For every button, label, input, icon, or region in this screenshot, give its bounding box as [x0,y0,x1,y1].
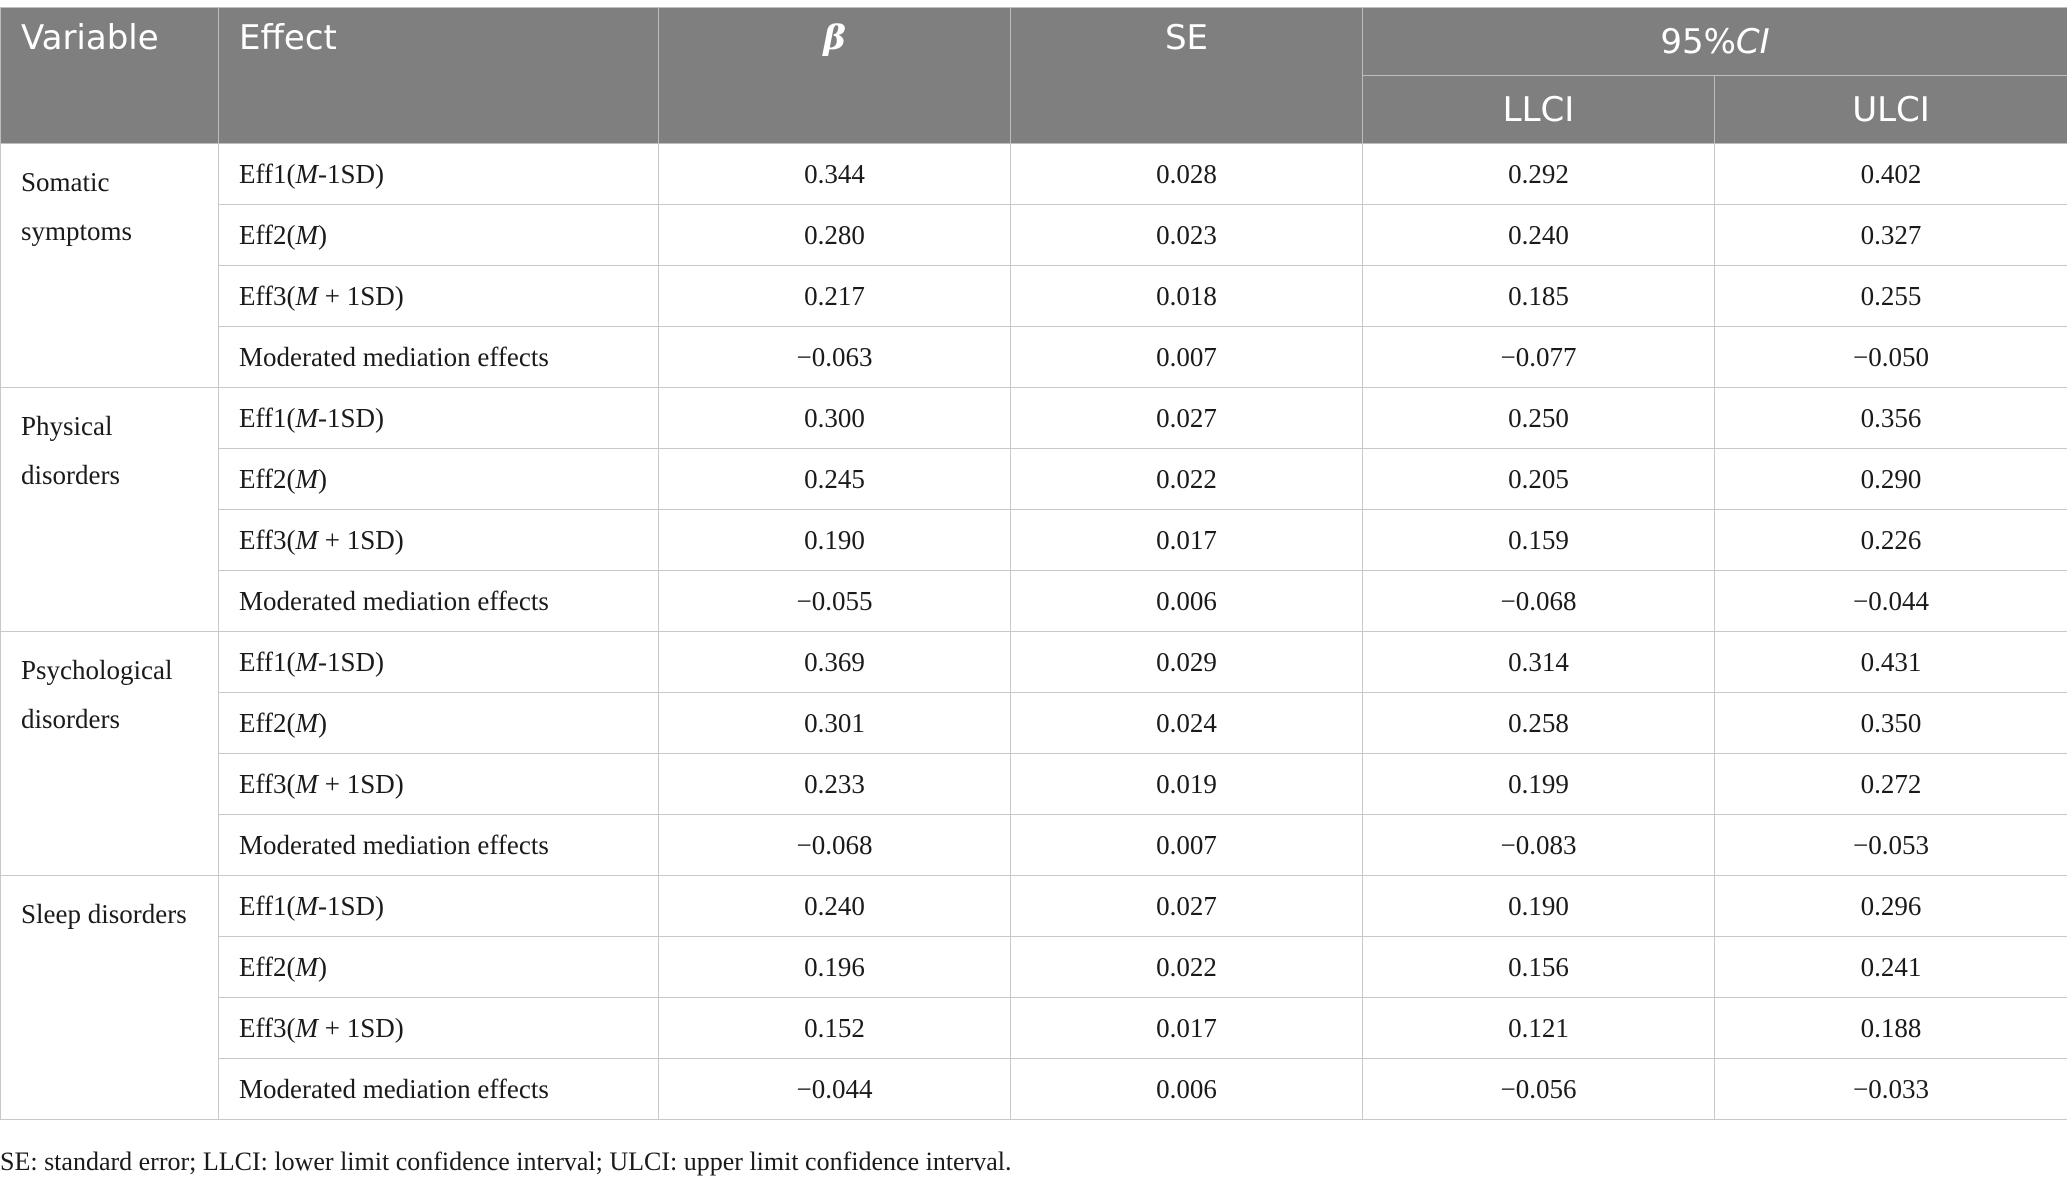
effect-cell: Eff1(M-1SD) [219,876,659,937]
table-row [1,1059,2067,1120]
se-cell: 0.018 [1011,266,1363,327]
beta-cell: 0.240 [659,876,1011,937]
se-cell: 0.024 [1011,693,1363,754]
table-row [1,998,2067,1059]
effect-cell: Moderated mediation effects [219,1059,659,1120]
llci-cell: 0.258 [1363,693,1715,754]
se-cell: 0.006 [1011,1059,1363,1120]
variable-cell: Somatic symptoms [1,144,219,388]
beta-cell: 0.196 [659,937,1011,998]
effect-cell: Eff2(M) [219,937,659,998]
beta-cell: 0.300 [659,388,1011,449]
llci-cell: 0.190 [1363,876,1715,937]
header-se: SE [1011,8,1363,144]
se-cell: 0.019 [1011,754,1363,815]
ulci-cell: 0.272 [1715,754,2067,815]
se-cell: 0.028 [1011,144,1363,205]
variable-cell: Physical disorders [1,388,219,632]
beta-cell: 0.245 [659,449,1011,510]
ulci-cell: −0.033 [1715,1059,2067,1120]
effect-cell: Eff3(M + 1SD) [219,266,659,327]
effect-cell: Eff2(M) [219,449,659,510]
ulci-cell: −0.050 [1715,327,2067,388]
llci-cell: −0.083 [1363,815,1715,876]
table-row [1,632,2067,693]
ulci-cell: 0.188 [1715,998,2067,1059]
se-cell: 0.007 [1011,815,1363,876]
variable-cell: Sleep disorders [1,876,219,1120]
variable-cell: Psychological disorders [1,632,219,876]
llci-cell: 0.314 [1363,632,1715,693]
beta-cell: 0.233 [659,754,1011,815]
table-row [1,510,2067,571]
header-row-1 [1,8,2067,76]
effect-cell: Eff3(M + 1SD) [219,510,659,571]
table-row [1,266,2067,327]
se-cell: 0.022 [1011,937,1363,998]
se-cell: 0.029 [1011,632,1363,693]
table-row [1,449,2067,510]
beta-cell: −0.063 [659,327,1011,388]
se-cell: 0.023 [1011,205,1363,266]
ulci-cell: 0.327 [1715,205,2067,266]
ulci-cell: 0.226 [1715,510,2067,571]
beta-cell: 0.217 [659,266,1011,327]
llci-cell: −0.068 [1363,571,1715,632]
se-cell: 0.007 [1011,327,1363,388]
table-row [1,388,2067,449]
table-header [1,8,2067,144]
llci-cell: 0.205 [1363,449,1715,510]
llci-cell: −0.056 [1363,1059,1715,1120]
beta-cell: 0.280 [659,205,1011,266]
beta-cell: −0.055 [659,571,1011,632]
llci-cell: 0.199 [1363,754,1715,815]
header-ci-suffix: CI [1735,21,1770,62]
header-effect: Effect [219,8,659,144]
se-cell: 0.022 [1011,449,1363,510]
ulci-cell: 0.431 [1715,632,2067,693]
effect-cell: Eff2(M) [219,205,659,266]
llci-cell: 0.159 [1363,510,1715,571]
table-row [1,754,2067,815]
table-row [1,693,2067,754]
llci-cell: 0.185 [1363,266,1715,327]
ulci-cell: −0.053 [1715,815,2067,876]
beta-cell: 0.301 [659,693,1011,754]
results-table [0,7,2067,1120]
ulci-cell: 0.402 [1715,144,2067,205]
llci-cell: 0.121 [1363,998,1715,1059]
ulci-cell: 0.241 [1715,937,2067,998]
llci-cell: 0.156 [1363,937,1715,998]
ulci-cell: 0.350 [1715,693,2067,754]
header-beta: β [659,8,1011,144]
effect-cell: Eff3(M + 1SD) [219,754,659,815]
header-variable: Variable [1,8,219,144]
table-row [1,571,2067,632]
beta-cell: −0.044 [659,1059,1011,1120]
effect-cell: Moderated mediation effects [219,327,659,388]
llci-cell: −0.077 [1363,327,1715,388]
effect-cell: Eff1(M-1SD) [219,632,659,693]
header-llci: LLCI [1363,76,1715,144]
table-row [1,937,2067,998]
effect-cell: Eff1(M-1SD) [219,144,659,205]
ulci-cell: 0.296 [1715,876,2067,937]
se-cell: 0.027 [1011,876,1363,937]
beta-cell: 0.344 [659,144,1011,205]
se-cell: 0.027 [1011,388,1363,449]
table-row [1,205,2067,266]
effect-cell: Moderated mediation effects [219,815,659,876]
se-cell: 0.006 [1011,571,1363,632]
effect-cell: Eff3(M + 1SD) [219,998,659,1059]
header-ulci: ULCI [1715,76,2067,144]
ulci-cell: 0.255 [1715,266,2067,327]
beta-cell: 0.190 [659,510,1011,571]
se-cell: 0.017 [1011,998,1363,1059]
effect-cell: Moderated mediation effects [219,571,659,632]
beta-cell: 0.369 [659,632,1011,693]
llci-cell: 0.292 [1363,144,1715,205]
table-row [1,327,2067,388]
table-body [1,144,2067,1120]
header-ci [1363,8,2067,76]
ulci-cell: −0.044 [1715,571,2067,632]
se-cell: 0.017 [1011,510,1363,571]
beta-cell: −0.068 [659,815,1011,876]
beta-cell: 0.152 [659,998,1011,1059]
ulci-cell: 0.290 [1715,449,2067,510]
llci-cell: 0.250 [1363,388,1715,449]
table-row [1,815,2067,876]
header-ci-prefix: 95% [1660,21,1736,62]
table-row [1,876,2067,937]
effect-cell: Eff1(M-1SD) [219,388,659,449]
effect-cell: Eff2(M) [219,693,659,754]
table-footnote: SE: standard error; LLCI: lower limit confidence interval; ULCI: upper limit confidence interval. [0,1147,1012,1176]
ulci-cell: 0.356 [1715,388,2067,449]
llci-cell: 0.240 [1363,205,1715,266]
table-row [1,144,2067,205]
